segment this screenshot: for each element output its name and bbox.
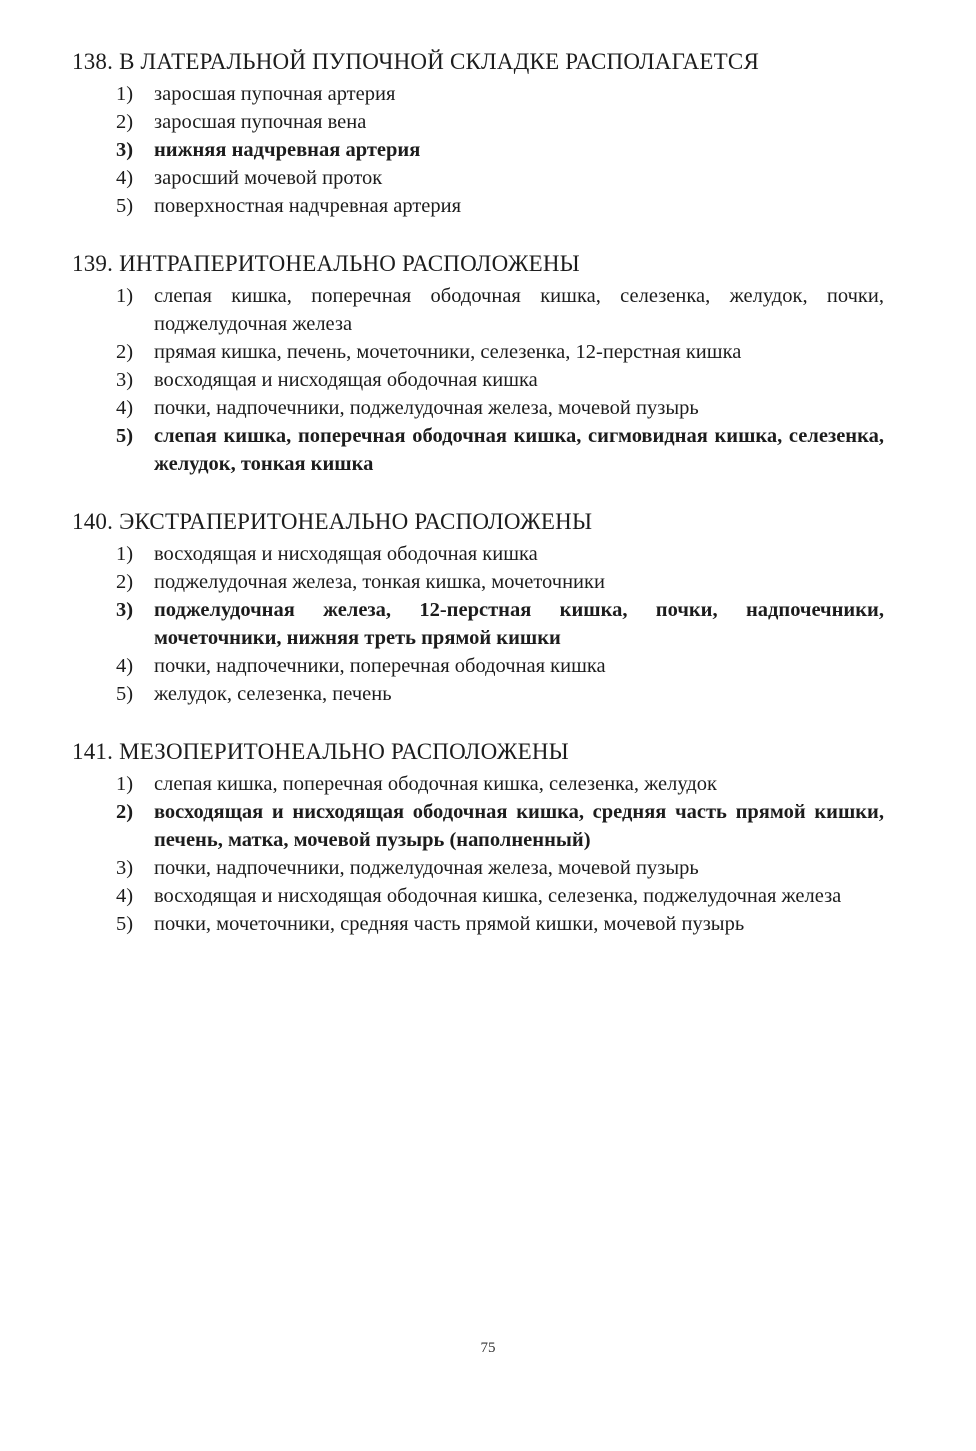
option-text: почки, мочеточники, средняя часть прямой кишки, мочевой пузырь [154,913,745,935]
answer-option [72,282,884,338]
option-text: заросший мочевой проток [154,167,383,189]
option-number: 4) [116,167,134,189]
option-text: восходящая и нисходящая ободочная кишка [154,543,538,565]
answer-option [72,338,884,366]
answer-list [72,282,884,478]
option-text: восходящая и нисходящая ободочная кишка [154,369,538,391]
option-number: 3) [116,369,134,391]
question-number: 141. [72,739,114,764]
question-141 [72,734,884,938]
option-text: почки, надпочечники, поджелудочная железа, мочевой пузырь [154,397,699,419]
option-number: 4) [116,885,134,907]
option-text: прямая кишка, печень, мочеточники, селезенка, 12-перстная кишка [154,341,742,363]
answer-option [72,652,884,680]
option-text: желудок, селезенка, печень [154,683,392,705]
question-139 [72,246,884,478]
option-text: поджелудочная железа, тонкая кишка, мочеточники [154,571,605,593]
answer-list [72,770,884,938]
answer-list [72,540,884,708]
answer-option [72,394,884,422]
option-text: заросшая пупочная артерия [154,83,396,105]
question-number: 139. [72,251,114,276]
answer-option-correct [72,596,884,652]
option-text: поджелудочная железа, 12-перстная кишка, почки, надпочечники, мочеточники, нижняя треть прямой кишки [154,599,884,649]
option-number: 1) [116,83,134,105]
option-text: слепая кишка, поперечная ободочная кишка, селезенка, желудок [154,773,717,795]
answer-option-correct [72,798,884,854]
question-text: ЭКСТРАПЕРИТОНЕАЛЬНО РАСПОЛОЖЕНЫ [119,509,593,534]
option-text: почки, надпочечники, поперечная ободочная кишка [154,655,606,677]
option-number: 4) [116,655,134,677]
page-content [72,44,884,964]
question-title [72,504,884,540]
answer-option-correct [72,422,884,478]
option-number: 2) [116,571,134,593]
question-text: ИНТРАПЕРИТОНЕАЛЬНО РАСПОЛОЖЕНЫ [119,251,580,276]
option-number: 2) [116,801,134,823]
answer-option [72,882,884,910]
question-number: 140. [72,509,114,534]
option-text: восходящая и нисходящая ободочная кишка, селезенка, поджелудочная железа [154,885,842,907]
question-138 [72,44,884,220]
answer-option [72,80,884,108]
option-number: 2) [116,111,134,133]
option-number: 3) [116,857,134,879]
question-title [72,44,884,80]
option-text: слепая кишка, поперечная ободочная кишка, селезенка, желудок, почки, поджелудочная железа [154,285,884,335]
option-text: слепая кишка, поперечная ободочная кишка, сигмовидная кишка, селезенка, желудок, тонкая кишка [154,425,884,475]
option-number: 3) [116,599,134,621]
question-number: 138. [72,49,114,74]
option-number: 5) [116,913,134,935]
option-number: 1) [116,543,134,565]
option-number: 1) [116,285,134,307]
option-text: нижняя надчревная артерия [154,139,421,161]
answer-option [72,366,884,394]
answer-option [72,192,884,220]
answer-option [72,854,884,882]
answer-option [72,108,884,136]
question-title [72,246,884,282]
question-140 [72,504,884,708]
option-number: 3) [116,139,134,161]
option-number: 2) [116,341,134,363]
answer-option [72,910,884,938]
option-number: 4) [116,397,134,419]
answer-option [72,680,884,708]
answer-option [72,164,884,192]
option-text: восходящая и нисходящая ободочная кишка, средняя часть прямой кишки, печень, матка, мочевой пузырь (наполненный) [154,801,884,851]
option-text: заросшая пупочная вена [154,111,367,133]
option-number: 5) [116,195,134,217]
option-number: 5) [116,425,134,447]
answer-option [72,770,884,798]
answer-option [72,568,884,596]
option-number: 1) [116,773,134,795]
option-number: 5) [116,683,134,705]
question-text: В ЛАТЕРАЛЬНОЙ ПУПОЧНОЙ СКЛАДКЕ РАСПОЛАГАЕТСЯ [119,49,759,74]
question-title [72,734,884,770]
question-text: МЕЗОПЕРИТОНЕАЛЬНО РАСПОЛОЖЕНЫ [119,739,569,764]
answer-option [72,540,884,568]
option-text: почки, надпочечники, поджелудочная железа, мочевой пузырь [154,857,699,879]
option-text: поверхностная надчревная артерия [154,195,462,217]
page-number: 75 [480,1340,496,1356]
answer-option-correct [72,136,884,164]
answer-list [72,80,884,220]
